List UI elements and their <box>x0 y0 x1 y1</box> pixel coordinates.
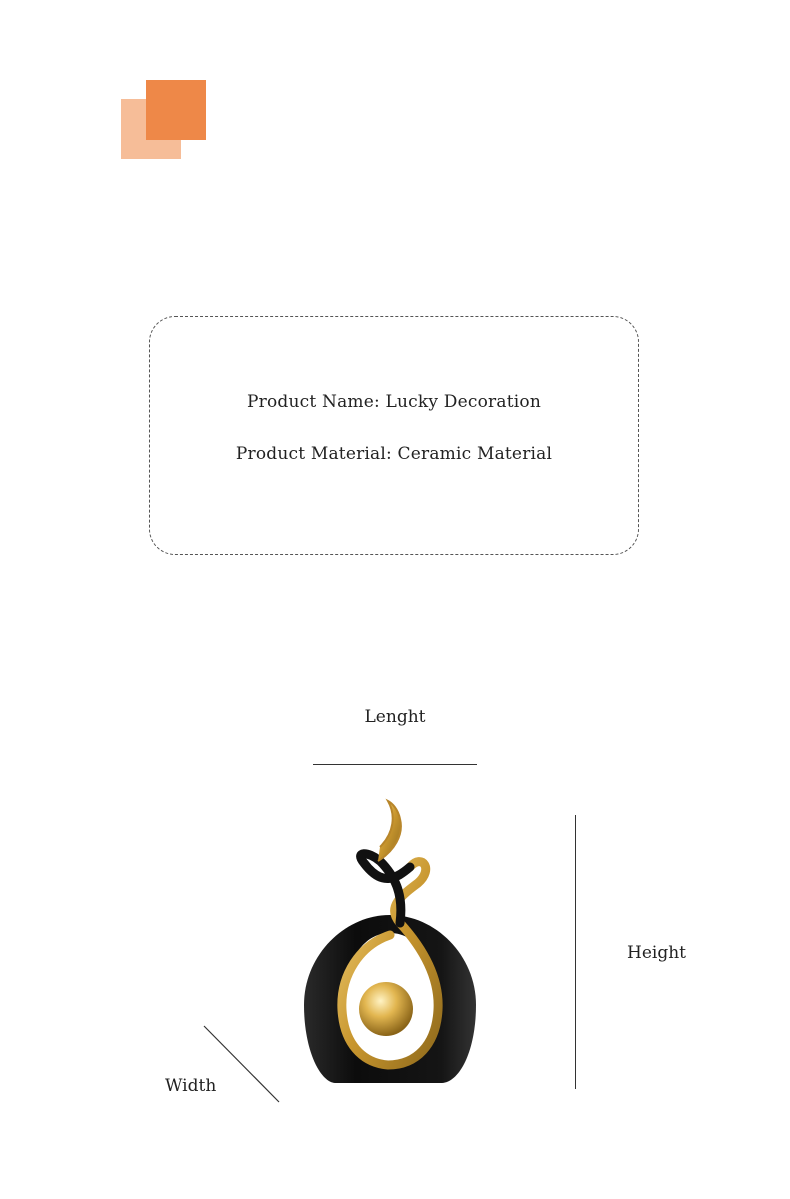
decor-square-dark <box>146 80 206 140</box>
length-dimension-line <box>313 764 477 765</box>
product-material-text: Product Material: Ceramic Material <box>235 444 553 464</box>
width-label: Width <box>165 1076 217 1096</box>
product-name-text: Product Name: Lucky Decoration <box>247 392 541 412</box>
height-dimension-line <box>575 815 576 1089</box>
length-label: Lenght <box>364 707 426 727</box>
height-label: Height <box>627 943 686 963</box>
product-info-box <box>149 316 639 555</box>
ceramic-figurine-illustration <box>290 795 490 1095</box>
